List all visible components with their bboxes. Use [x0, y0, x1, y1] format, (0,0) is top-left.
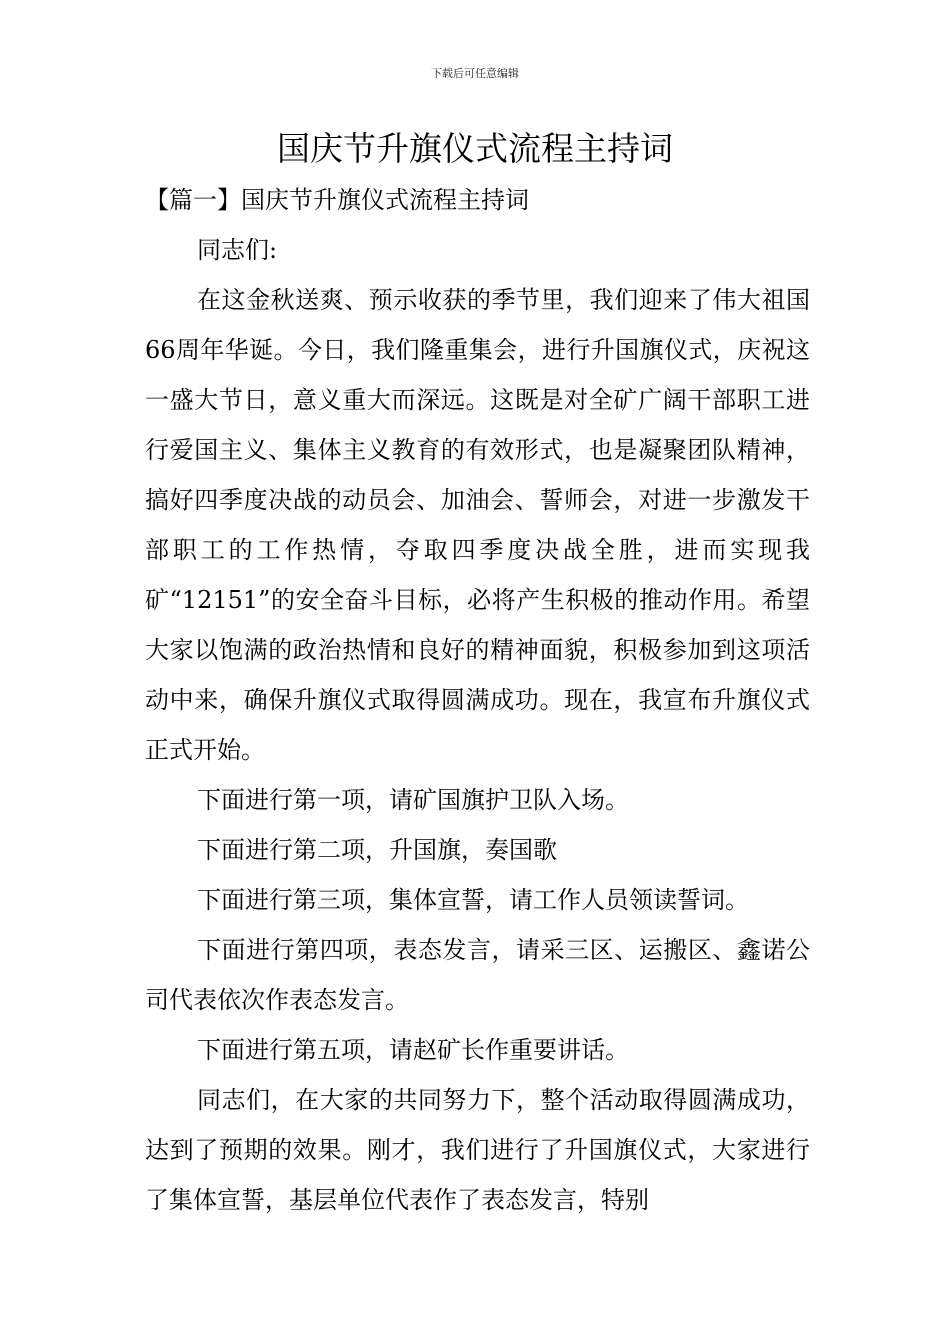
section-heading: 【篇一】国庆节升旗仪式流程主持词 [145, 186, 529, 214]
paragraph-item-3: 下面进行第三项，集体宣誓，请工作人员领读誓词。 [197, 886, 749, 914]
paragraph-opening: 在这金秋送爽、预示收获的季节里，我们迎来了伟大祖国66周年华诞。今日，我们隆重集会，进行升国旗仪式，庆祝这一盛大节日，意义重大而深远。这既是对全矿广阔干部职工进行爱国主义、集体主义教育的有效形式，也是凝聚团队精神，搞好四季度决战的动员会、加油会、誓师会，对进一步激发干部职工的工作热情，夺取四季度决战全胜，进而实现我矿“12151”的安全奋斗目标，必将产生积极的推动作用。希望大家以饱满的政治热情和良好的精神面貌，积极参加到这项活动中来，确保升旗仪式取得圆满成功。现在，我宣布升旗仪式正式开始。 [145, 286, 810, 764]
document-body [145, 175, 810, 1225]
header-note: 下载后可任意编辑 [431, 67, 519, 80]
paragraph-closing: 同志们，在大家的共同努力下，整个活动取得圆满成功，达到了预期的效果。刚才，我们进行了升国旗仪式，大家进行了集体宣誓，基层单位代表作了表态发言，特别 [145, 1086, 810, 1214]
paragraph-item-5: 下面进行第五项，请赵矿长作重要讲话。 [197, 1036, 629, 1064]
paragraph-item-2: 下面进行第二项，升国旗，奏国歌 [197, 836, 557, 864]
document-title: 国庆节升旗仪式流程主持词 [277, 129, 673, 168]
paragraph-item-1: 下面进行第一项，请矿国旗护卫队入场。 [197, 786, 629, 814]
paragraph-item-4: 下面进行第四项，表态发言，请采三区、运搬区、鑫诺公司代表依次作表态发言。 [145, 936, 810, 1014]
paragraph-greeting: 同志们: [197, 236, 278, 264]
